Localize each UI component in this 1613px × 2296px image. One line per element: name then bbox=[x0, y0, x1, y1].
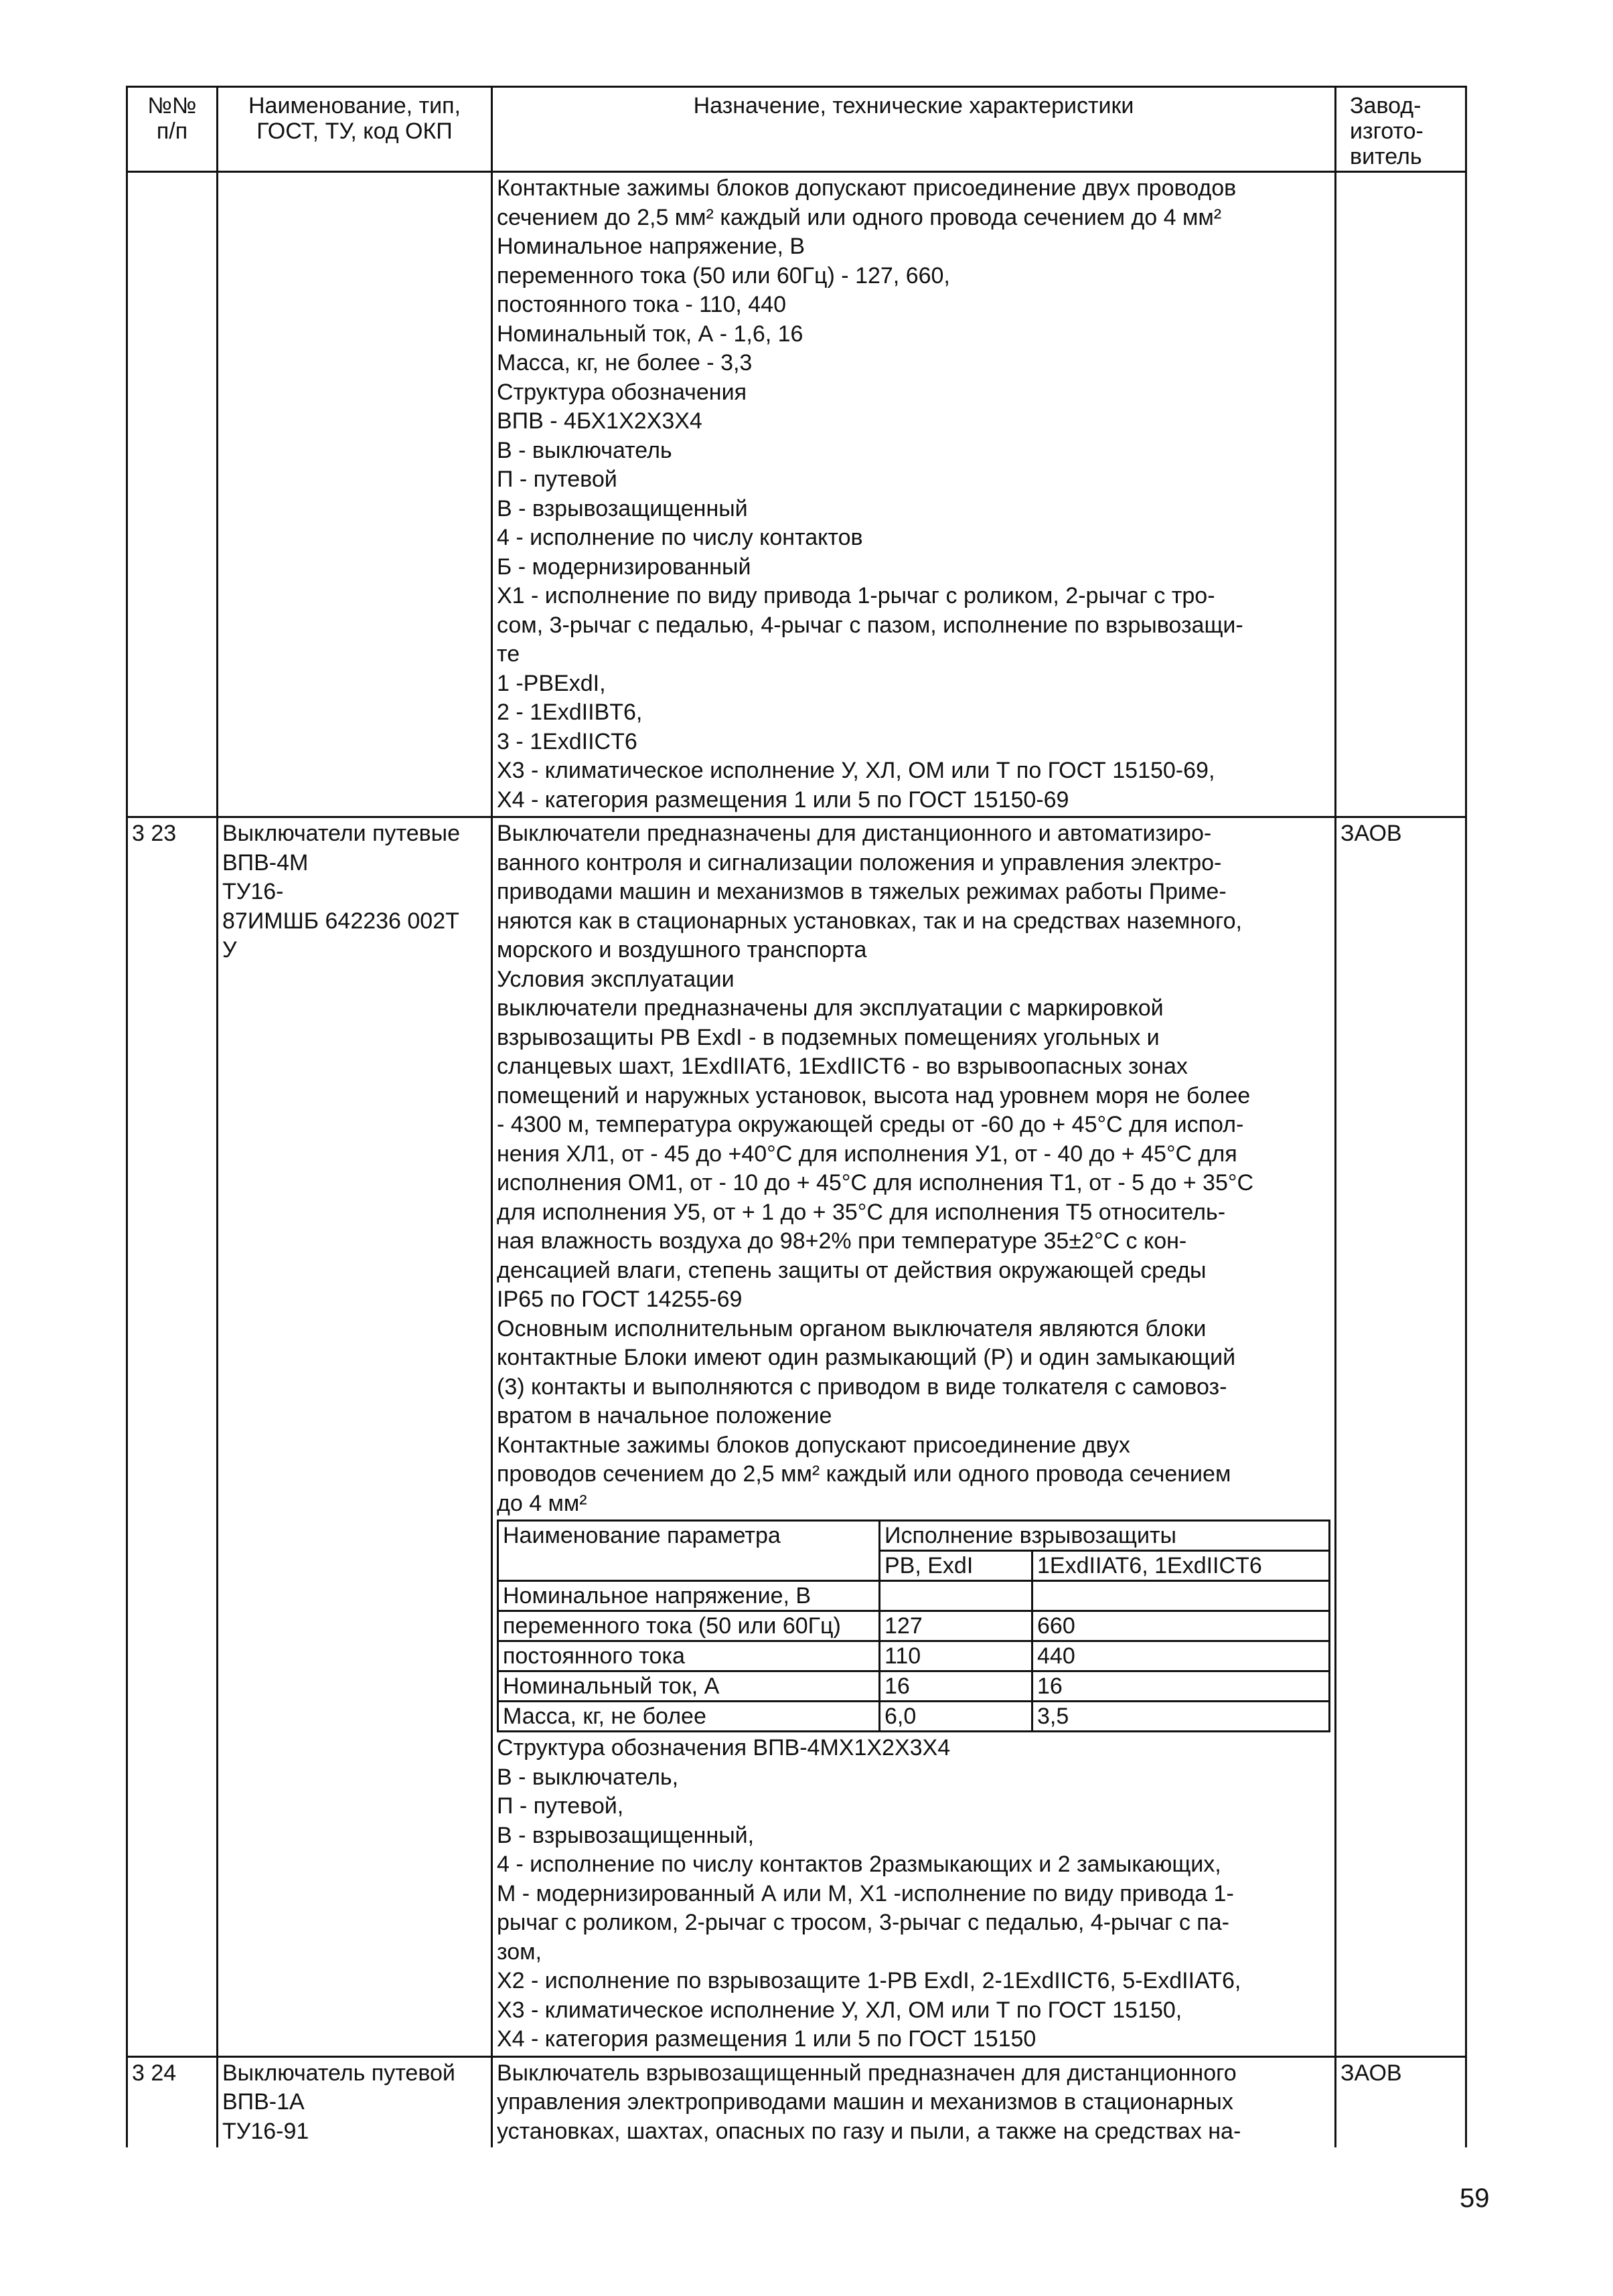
cont-num bbox=[127, 172, 218, 817]
param-header-col2: 1ExdIIAT6, 1ExdIICT6 bbox=[1032, 1551, 1330, 1581]
param-value-ex: 440 bbox=[1032, 1641, 1330, 1671]
text-line: Масса, кг, не более - 3,3 bbox=[497, 350, 753, 376]
cont-desc bbox=[492, 172, 1336, 817]
param-value-pb: 127 bbox=[880, 1611, 1032, 1641]
text-line: для исполнения У5, от + 1 до + 35°С для исполнения Т5 относитель- bbox=[497, 1199, 1226, 1225]
row-324-name: Выключатель путевой ВПВ-1А ТУ16-91 bbox=[218, 2056, 492, 2147]
row-323-desc bbox=[492, 817, 1336, 2057]
param-value-ex: 660 bbox=[1032, 1611, 1330, 1641]
param-name-cell: постоянного тока bbox=[498, 1641, 880, 1671]
text-line: контактные Блоки имеют один размыкающий (Р) и один замыкающий bbox=[497, 1345, 1236, 1370]
param-header-col1: PB, ExdI bbox=[880, 1551, 1032, 1581]
text-line: П - путевой bbox=[497, 467, 617, 492]
param-value-pb: 6,0 bbox=[880, 1702, 1032, 1732]
text-line: Номинальный ток, А - 1,6, 16 bbox=[497, 321, 803, 347]
text-line: Условия эксплуатации bbox=[497, 966, 735, 992]
text-line: денсацией влаги, степень защиты от действия окружающей среды bbox=[497, 1257, 1207, 1283]
param-value-ex: 3,5 bbox=[1032, 1702, 1330, 1732]
text-line: 4 - исполнение по числу контактов 2размыкающих и 2 замыкающих, bbox=[497, 1852, 1221, 1877]
text-line: няются как в стационарных установках, так и на средствах наземного, bbox=[497, 908, 1242, 934]
text-line: - 4300 м, температура окружающей среды от -60 до + 45°С для испол- bbox=[497, 1112, 1244, 1137]
text-line: зом, bbox=[497, 1939, 542, 1965]
text-line: 4 - исполнение по числу контактов bbox=[497, 525, 863, 550]
param-row bbox=[498, 1671, 1330, 1702]
text-line: до 4 мм² bbox=[497, 1490, 587, 1516]
text-line: управления электроприводами машин и механизмов в стационарных bbox=[497, 2089, 1233, 2115]
text-line: сом, 3-рычаг с педалью, 4-рычаг с пазом, исполнение по взрывозащи- bbox=[497, 612, 1243, 638]
row-324-maker: ЗАОВ bbox=[1336, 2056, 1466, 2147]
text-line: Х1 - исполнение по виду привода 1-рычаг с роликом, 2-рычаг с тро- bbox=[497, 583, 1215, 608]
header-num: №№ п/п bbox=[127, 87, 218, 172]
text-line: Выключатели предназначены для дистанционного и автоматизиро- bbox=[497, 821, 1212, 846]
text-line: П - путевой, bbox=[497, 1793, 624, 1819]
row-324-desc bbox=[492, 2056, 1336, 2147]
page-number: 59 bbox=[1460, 2184, 1490, 2213]
row-324-num: 3 24 bbox=[127, 2056, 218, 2147]
param-name-cell: переменного тока (50 или 60Гц) bbox=[498, 1611, 880, 1641]
header-maker: Завод- изгото- витель bbox=[1336, 87, 1466, 172]
param-row bbox=[498, 1641, 1330, 1671]
text-line: В - выключатель bbox=[497, 437, 672, 463]
param-value-pb: 16 bbox=[880, 1671, 1032, 1702]
text-line: Х4 - категория размещения 1 или 5 по ГОСТ 15150 bbox=[497, 2026, 1036, 2052]
param-header-row bbox=[498, 1521, 1330, 1551]
param-row bbox=[498, 1611, 1330, 1641]
text-line: Номинальное напряжение, В bbox=[497, 234, 805, 259]
row-323-structure-text bbox=[497, 1734, 1330, 2054]
text-line: исполнения ОМ1, от - 10 до + 45°С для исполнения Т1, от - 5 до + 35°С bbox=[497, 1170, 1254, 1196]
text-line: Основным исполнительным органом выключателя являются блоки bbox=[497, 1315, 1207, 1341]
text-line: те bbox=[497, 641, 520, 667]
text-line: сланцевых шахт, 1ExdIIAT6, 1ExdIICT6 - во взрывоопасных зонах bbox=[497, 1054, 1188, 1079]
row-3-24 bbox=[127, 2056, 1466, 2147]
param-header-exec: Исполнение взрывозащиты bbox=[880, 1521, 1330, 1551]
text-line: Х2 - исполнение по взрывозащите 1-РВ ExdI, 2-1ExdIICT6, 5-ExdIIAT6, bbox=[497, 1968, 1241, 1993]
text-line: нения ХЛ1, от - 45 до +40°С для исполнения У1, от - 40 до + 45°С для bbox=[497, 1141, 1237, 1167]
text-line: 1 -PBExdI, bbox=[497, 670, 606, 696]
text-line: Х3 - климатическое исполнение У, ХЛ, ОМ или Т по ГОСТ 15150-69, bbox=[497, 758, 1215, 783]
text-line: ВПВ - 4БХ1Х2Х3Х4 bbox=[497, 408, 702, 434]
text-line: Контактные зажимы блоков допускают присоединение двух проводов bbox=[497, 175, 1237, 201]
text-line: В - взрывозащищенный bbox=[497, 495, 748, 521]
text-line: проводов сечением до 2,5 мм² каждый или одного провода сечением bbox=[497, 1461, 1231, 1487]
header-desc: Назначение, технические характеристики bbox=[492, 87, 1336, 172]
text-line: 2 - 1ExdIIBT6, bbox=[497, 700, 643, 725]
row-323-desc-text bbox=[497, 819, 1330, 1518]
text-line: (3) контакты и выполняются с приводом в виде толкателя с самовоз- bbox=[497, 1374, 1227, 1400]
text-line: Структура обозначения ВПВ-4МХ1Х2Х3Х4 bbox=[497, 1735, 951, 1760]
row-323-num: 3 23 bbox=[127, 817, 218, 2057]
text-line: В - взрывозащищенный, bbox=[497, 1822, 755, 1848]
row-3-23 bbox=[127, 817, 1466, 2057]
row-323-name: Выключатели путевые ВПВ-4М ТУ16- 87ИМШБ 642236 002Т У bbox=[218, 817, 492, 2057]
header-name: Наименование, тип, ГОСТ, ТУ, код ОКП bbox=[218, 87, 492, 172]
text-line: помещений и наружных установок, высота над уровнем моря не более bbox=[497, 1082, 1251, 1109]
param-value-ex bbox=[1032, 1581, 1330, 1611]
param-name-cell: Номинальное напряжение, В bbox=[498, 1581, 880, 1611]
param-name-cell: Номинальный ток, А bbox=[498, 1671, 880, 1702]
text-line: Выключатель взрывозащищенный предназначен для дистанционного bbox=[497, 2060, 1237, 2086]
text-line: В - выключатель, bbox=[497, 1764, 679, 1790]
text-line: сечением до 2,5 мм² каждый или одного провода сечением до 4 мм² bbox=[497, 204, 1222, 230]
text-line: ванного контроля и сигнализации положения и управления электро- bbox=[497, 849, 1222, 876]
param-row bbox=[498, 1702, 1330, 1732]
text-line: Х4 - категория размещения 1 или 5 по ГОСТ 15150-69 bbox=[497, 787, 1069, 813]
parameter-table bbox=[497, 1520, 1330, 1732]
param-row bbox=[498, 1581, 1330, 1611]
param-header-name: Наименование параметра bbox=[498, 1521, 880, 1581]
text-line: М - модернизированный А или М, Х1 -исполнение по виду привода 1- bbox=[497, 1880, 1234, 1906]
text-line: приводами машин и механизмов в тяжелых режимах работы Приме- bbox=[497, 879, 1227, 904]
text-line: Контактные зажимы блоков допускают присоединение двух bbox=[497, 1432, 1130, 1458]
cont-maker bbox=[1336, 172, 1466, 817]
text-line: морского и воздушного транспорта bbox=[497, 937, 867, 963]
cont-name bbox=[218, 172, 492, 817]
equipment-table bbox=[126, 86, 1467, 2147]
param-name-cell: Масса, кг, не более bbox=[498, 1702, 880, 1732]
text-line: Структура обозначения bbox=[497, 379, 747, 405]
param-value-ex: 16 bbox=[1032, 1671, 1330, 1702]
param-value-pb bbox=[880, 1581, 1032, 1611]
text-line: взрывозащиты РВ ExdI - в подземных помещениях угольных и bbox=[497, 1024, 1160, 1050]
text-line: IP65 по ГОСТ 14255-69 bbox=[497, 1287, 743, 1312]
text-line: ная влажность воздуха до 98+2% при температуре 35±2°С с кон- bbox=[497, 1228, 1187, 1254]
text-line: вратом в начальное положение bbox=[497, 1403, 832, 1428]
text-line: переменного тока (50 или 60Гц) - 127, 660, bbox=[497, 262, 950, 289]
text-line: постоянного тока - 110, 440 bbox=[497, 292, 786, 317]
text-line: установках, шахтах, опасных по газу и пыли, а также на средствах на- bbox=[497, 2118, 1241, 2144]
text-line: Х3 - климатическое исполнение У, ХЛ, ОМ или Т по ГОСТ 15150, bbox=[497, 1997, 1182, 2023]
text-line: выключатели предназначены для эксплуатации с маркировкой bbox=[497, 995, 1164, 1021]
row-323-maker: ЗАОВ bbox=[1336, 817, 1466, 2057]
param-value-pb: 110 bbox=[880, 1641, 1032, 1671]
text-line: 3 - 1ExdIICT6 bbox=[497, 728, 637, 754]
text-line: Б - модернизированный bbox=[497, 554, 751, 580]
header-row bbox=[127, 87, 1466, 172]
text-line: рычаг с роликом, 2-рычаг с тросом, 3-рычаг с педалью, 4-рычаг с па- bbox=[497, 1910, 1229, 1935]
continuation-row bbox=[127, 172, 1466, 817]
